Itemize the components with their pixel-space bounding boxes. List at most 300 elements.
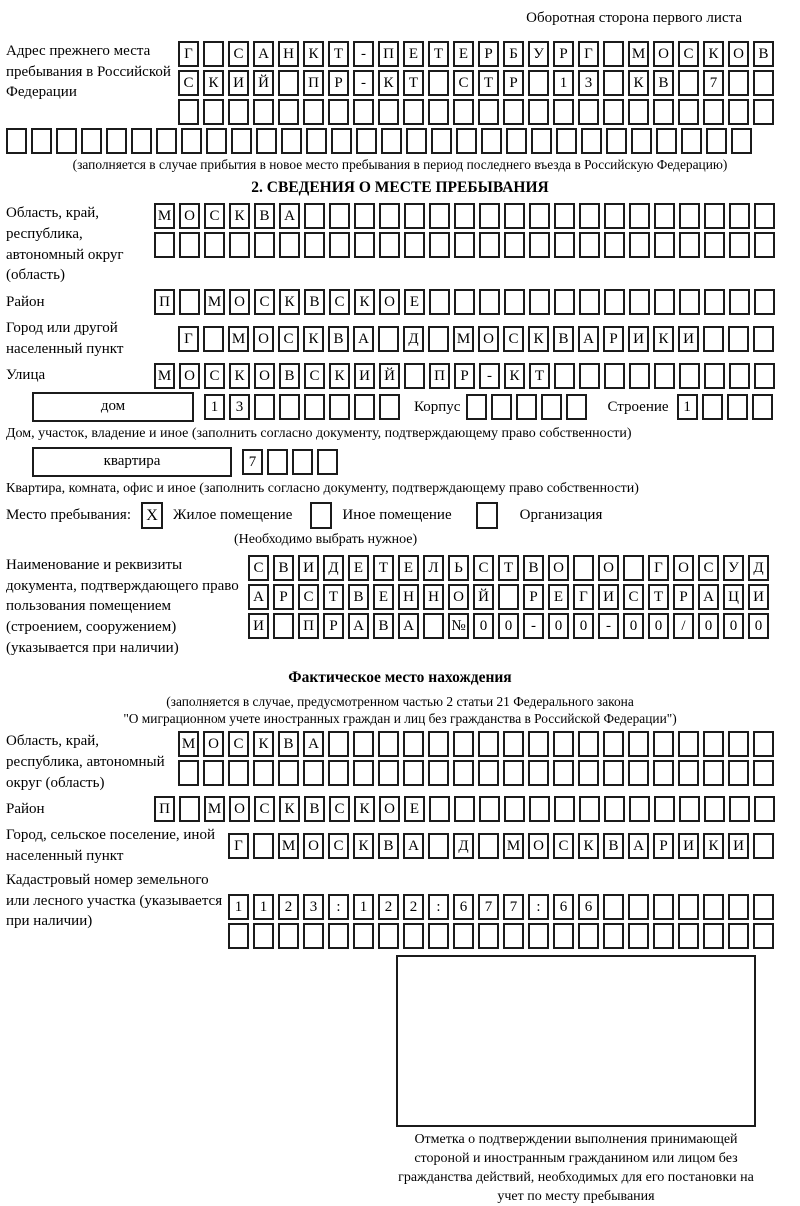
char-cell: 1 — [677, 394, 698, 420]
char-cell: Н — [278, 41, 299, 67]
char-cell — [204, 232, 225, 258]
char-cell — [403, 760, 424, 786]
char-cell: 6 — [453, 894, 474, 920]
char-cell — [203, 99, 224, 125]
char-cell: 1 — [228, 894, 249, 920]
char-cell — [678, 894, 699, 920]
cadastral-row-2 — [228, 923, 774, 949]
char-cell — [604, 363, 625, 389]
char-cell — [353, 731, 374, 757]
char-cell — [428, 326, 449, 352]
char-cell — [253, 923, 274, 949]
char-cell — [353, 99, 374, 125]
region-row-1 — [154, 203, 775, 229]
char-cell: К — [203, 70, 224, 96]
char-cell — [654, 796, 675, 822]
char-cell — [491, 394, 512, 420]
char-cell: 0 — [723, 613, 744, 639]
char-cell — [727, 394, 748, 420]
city-label: Город или другой населенный пункт — [6, 320, 124, 357]
char-cell: П — [303, 70, 324, 96]
char-cell: Е — [403, 41, 424, 67]
char-cell — [503, 760, 524, 786]
char-cell — [553, 731, 574, 757]
char-cell — [553, 99, 574, 125]
char-cell: В — [328, 326, 349, 352]
char-cell: С — [204, 363, 225, 389]
char-cell — [479, 232, 500, 258]
char-cell: Г — [178, 326, 199, 352]
char-cell — [623, 555, 644, 581]
char-cell: М — [628, 41, 649, 67]
char-cell — [403, 99, 424, 125]
char-cell — [678, 99, 699, 125]
char-cell: И — [228, 70, 249, 96]
char-cell — [679, 289, 700, 315]
char-cell — [503, 99, 524, 125]
char-cell: С — [329, 796, 350, 822]
char-cell — [529, 289, 550, 315]
char-cell: С — [698, 555, 719, 581]
char-cell — [504, 289, 525, 315]
char-cell: К — [354, 289, 375, 315]
char-cell — [106, 128, 127, 154]
char-cell — [317, 449, 338, 475]
char-cell — [404, 363, 425, 389]
char-cell: Й — [473, 584, 494, 610]
char-cell: А — [403, 833, 424, 859]
char-cell: О — [598, 555, 619, 581]
char-cell: : — [528, 894, 549, 920]
char-cell — [729, 203, 750, 229]
actual-district-row — [154, 796, 775, 822]
char-cell: А — [353, 326, 374, 352]
char-cell: О — [478, 326, 499, 352]
char-cell — [753, 326, 774, 352]
char-cell: В — [254, 203, 275, 229]
char-cell: М — [503, 833, 524, 859]
char-cell: О — [448, 584, 469, 610]
char-cell: О — [303, 833, 324, 859]
char-cell: К — [504, 363, 525, 389]
char-cell: А — [303, 731, 324, 757]
house-cells — [204, 394, 400, 420]
char-cell: Д — [453, 833, 474, 859]
char-cell: 0 — [573, 613, 594, 639]
char-cell: М — [453, 326, 474, 352]
actual-region-row-2 — [178, 760, 774, 786]
char-cell — [454, 203, 475, 229]
char-cell: - — [598, 613, 619, 639]
char-cell: Ц — [723, 584, 744, 610]
char-cell: 0 — [623, 613, 644, 639]
char-cell — [156, 128, 177, 154]
char-cell: О — [548, 555, 569, 581]
district-label: Район — [6, 293, 45, 310]
char-cell — [354, 232, 375, 258]
char-cell: Е — [348, 555, 369, 581]
char-cell: К — [653, 326, 674, 352]
char-cell — [329, 232, 350, 258]
char-cell — [428, 731, 449, 757]
actual-location-title: Фактическое место нахождения — [288, 668, 512, 686]
char-cell: С — [178, 70, 199, 96]
char-cell: Т — [328, 41, 349, 67]
char-cell: 0 — [548, 613, 569, 639]
stay-type-note: (Необходимо выбрать нужное) — [234, 531, 418, 547]
char-cell — [704, 363, 725, 389]
char-cell — [428, 99, 449, 125]
char-cell: К — [628, 70, 649, 96]
char-cell — [479, 289, 500, 315]
char-cell: М — [204, 796, 225, 822]
char-cell — [752, 394, 773, 420]
char-cell — [429, 796, 450, 822]
char-cell — [303, 99, 324, 125]
char-cell: М — [228, 326, 249, 352]
char-cell: Д — [748, 555, 769, 581]
char-cell — [481, 128, 502, 154]
char-cell: И — [728, 833, 749, 859]
char-cell — [304, 394, 325, 420]
house-block — [6, 392, 794, 422]
char-cell: С — [298, 584, 319, 610]
char-cell — [653, 760, 674, 786]
char-cell — [404, 203, 425, 229]
char-cell — [753, 833, 774, 859]
stay-type-option-other-label: Иное помещение — [342, 506, 452, 523]
char-cell — [453, 923, 474, 949]
char-cell: О — [528, 833, 549, 859]
korpus-cells — [466, 394, 587, 420]
char-cell: С — [278, 326, 299, 352]
char-cell: С — [204, 203, 225, 229]
char-cell: А — [628, 833, 649, 859]
char-cell — [329, 203, 350, 229]
char-cell — [754, 232, 775, 258]
char-cell — [429, 289, 450, 315]
char-cell — [654, 363, 675, 389]
char-cell: В — [304, 796, 325, 822]
char-cell: О — [673, 555, 694, 581]
korpus-label: Корпус — [414, 398, 461, 415]
char-cell — [654, 289, 675, 315]
cadastral-label: Кадастровый номер земельного или лесного участка (указывается при наличии) — [6, 871, 223, 930]
actual-region-row-1 — [178, 731, 774, 757]
char-cell — [628, 894, 649, 920]
char-cell: В — [304, 289, 325, 315]
char-cell — [278, 70, 299, 96]
char-cell — [466, 394, 487, 420]
char-cell — [506, 128, 527, 154]
char-cell: О — [653, 41, 674, 67]
char-cell — [656, 128, 677, 154]
char-cell — [254, 394, 275, 420]
char-cell — [728, 923, 749, 949]
char-cell: В — [348, 584, 369, 610]
char-cell — [354, 203, 375, 229]
char-cell — [578, 731, 599, 757]
char-cell: О — [229, 796, 250, 822]
char-cell — [704, 796, 725, 822]
char-cell: И — [678, 326, 699, 352]
char-cell: Р — [454, 363, 475, 389]
char-cell — [754, 363, 775, 389]
char-cell — [753, 70, 774, 96]
char-cell: Т — [529, 363, 550, 389]
document-block — [6, 555, 794, 658]
char-cell: У — [723, 555, 744, 581]
char-cell — [178, 760, 199, 786]
char-cell: М — [278, 833, 299, 859]
char-cell: К — [353, 833, 374, 859]
char-cell — [231, 128, 252, 154]
char-cell: 6 — [553, 894, 574, 920]
char-cell — [81, 128, 102, 154]
char-cell: 1 — [253, 894, 274, 920]
char-cell: Р — [328, 70, 349, 96]
char-cell: С — [254, 796, 275, 822]
char-cell: К — [279, 796, 300, 822]
char-cell — [456, 128, 477, 154]
apartment-label-box: квартира — [32, 447, 232, 477]
char-cell: С — [248, 555, 269, 581]
char-cell — [379, 232, 400, 258]
char-cell: К — [229, 203, 250, 229]
char-cell: А — [698, 584, 719, 610]
char-cell — [604, 203, 625, 229]
char-cell — [454, 232, 475, 258]
char-cell — [478, 833, 499, 859]
char-cell — [328, 731, 349, 757]
char-cell — [429, 203, 450, 229]
char-cell: К — [253, 731, 274, 757]
char-cell — [703, 731, 724, 757]
char-cell — [529, 796, 550, 822]
char-cell: Р — [523, 584, 544, 610]
char-cell — [353, 923, 374, 949]
char-cell — [378, 99, 399, 125]
char-cell — [753, 760, 774, 786]
house-label-box: дом — [32, 392, 194, 422]
char-cell — [678, 70, 699, 96]
char-cell: А — [279, 203, 300, 229]
char-cell: П — [298, 613, 319, 639]
char-cell — [403, 731, 424, 757]
char-cell: О — [379, 796, 400, 822]
city-row — [178, 326, 774, 352]
char-cell: М — [178, 731, 199, 757]
cadastral-row-1 — [228, 894, 774, 920]
actual-location-note-1: (заполняется в случае, предусмотренном частью 2 статьи 21 Федерального закона — [166, 693, 634, 709]
char-cell: А — [578, 326, 599, 352]
char-cell — [131, 128, 152, 154]
actual-region-label: Область, край, республика, автономный округ (область) — [6, 733, 165, 791]
apartment-caption: Квартира, комната, офис и иное (заполнить согласно документу, подтверждающему право собственности) — [6, 480, 639, 496]
char-cell: И — [354, 363, 375, 389]
char-cell — [704, 289, 725, 315]
district-block — [6, 289, 794, 315]
char-cell — [378, 923, 399, 949]
char-cell: - — [353, 70, 374, 96]
char-cell: 1 — [553, 70, 574, 96]
char-cell — [428, 833, 449, 859]
prev-address-full-row — [6, 128, 794, 154]
char-cell: В — [373, 613, 394, 639]
char-cell: Д — [403, 326, 424, 352]
char-cell — [381, 128, 402, 154]
char-cell — [6, 128, 27, 154]
char-cell — [604, 796, 625, 822]
char-cell — [653, 923, 674, 949]
char-cell — [406, 128, 427, 154]
char-cell — [628, 99, 649, 125]
char-cell — [179, 232, 200, 258]
char-cell — [279, 232, 300, 258]
char-cell: А — [248, 584, 269, 610]
stay-type-row — [6, 502, 794, 529]
char-cell — [31, 128, 52, 154]
char-cell — [554, 289, 575, 315]
char-cell: А — [398, 613, 419, 639]
char-cell — [629, 796, 650, 822]
char-cell: В — [273, 555, 294, 581]
char-cell — [278, 760, 299, 786]
char-cell: П — [429, 363, 450, 389]
char-cell — [203, 760, 224, 786]
char-cell: Р — [503, 70, 524, 96]
char-cell: К — [303, 41, 324, 67]
char-cell — [329, 394, 350, 420]
char-cell: К — [329, 363, 350, 389]
char-cell: Е — [404, 796, 425, 822]
char-cell: Л — [423, 555, 444, 581]
char-cell — [428, 70, 449, 96]
char-cell: С — [473, 555, 494, 581]
char-cell: 0 — [648, 613, 669, 639]
char-cell: Р — [603, 326, 624, 352]
char-cell — [356, 128, 377, 154]
char-cell — [653, 99, 674, 125]
prev-address-label: Адрес прежнего места пребывания в Российской Федерации — [6, 43, 171, 101]
char-cell — [478, 99, 499, 125]
char-cell — [504, 232, 525, 258]
char-cell — [253, 760, 274, 786]
char-cell — [256, 128, 277, 154]
char-cell — [566, 394, 587, 420]
char-cell: Ь — [448, 555, 469, 581]
char-cell — [516, 394, 537, 420]
char-cell: В — [279, 363, 300, 389]
char-cell — [654, 232, 675, 258]
char-cell: Р — [653, 833, 674, 859]
apartment-block — [6, 447, 794, 477]
char-cell: О — [728, 41, 749, 67]
char-cell — [754, 203, 775, 229]
prev-address-block — [6, 41, 794, 125]
char-cell — [378, 326, 399, 352]
prev-address-row-2 — [178, 70, 774, 96]
char-cell — [678, 923, 699, 949]
char-cell — [278, 923, 299, 949]
cadastral-block — [6, 870, 794, 949]
char-cell — [529, 203, 550, 229]
char-cell: О — [179, 203, 200, 229]
char-cell — [528, 760, 549, 786]
char-cell: К — [378, 70, 399, 96]
char-cell — [429, 232, 450, 258]
char-cell: Т — [323, 584, 344, 610]
char-cell — [653, 894, 674, 920]
char-cell: Г — [648, 555, 669, 581]
confirmation-mark-box — [396, 955, 756, 1127]
char-cell: / — [673, 613, 694, 639]
char-cell — [179, 796, 200, 822]
char-cell — [303, 760, 324, 786]
char-cell — [578, 99, 599, 125]
prev-address-caption: (заполняется в случае прибытия в новое место пребывания в период последнего въезда в Российскую Федерацию) — [72, 157, 728, 172]
actual-city-row — [228, 833, 774, 859]
char-cell — [428, 923, 449, 949]
char-cell: А — [348, 613, 369, 639]
stay-type-label: Место пребывания: — [6, 506, 131, 523]
char-cell: Е — [373, 584, 394, 610]
char-cell: О — [229, 289, 250, 315]
char-cell — [704, 232, 725, 258]
char-cell — [56, 128, 77, 154]
char-cell — [728, 894, 749, 920]
region-cells — [154, 203, 775, 258]
char-cell — [704, 203, 725, 229]
char-cell: Г — [573, 584, 594, 610]
prev-address-cells — [178, 41, 774, 125]
char-cell: 7 — [242, 449, 263, 475]
char-cell — [503, 731, 524, 757]
char-cell — [678, 731, 699, 757]
char-cell — [479, 203, 500, 229]
prev-address-row-3 — [178, 99, 774, 125]
char-cell — [581, 128, 602, 154]
char-cell — [203, 41, 224, 67]
char-cell: Н — [423, 584, 444, 610]
char-cell — [304, 203, 325, 229]
char-cell: Р — [673, 584, 694, 610]
char-cell — [206, 128, 227, 154]
char-cell: 0 — [698, 613, 719, 639]
char-cell: Т — [428, 41, 449, 67]
char-cell: И — [598, 584, 619, 610]
char-cell: Б — [503, 41, 524, 67]
char-cell — [478, 923, 499, 949]
char-cell — [556, 128, 577, 154]
char-cell — [679, 363, 700, 389]
char-cell: - — [353, 41, 374, 67]
char-cell: В — [278, 731, 299, 757]
stay-type-checkbox-organization — [476, 502, 498, 529]
apartment-cells — [242, 449, 338, 475]
char-cell — [729, 796, 750, 822]
char-cell — [303, 923, 324, 949]
char-cell: Г — [178, 41, 199, 67]
char-cell — [629, 363, 650, 389]
char-cell: С — [623, 584, 644, 610]
char-cell — [453, 99, 474, 125]
char-cell — [273, 613, 294, 639]
char-cell — [253, 833, 274, 859]
document-row-2 — [248, 584, 769, 610]
char-cell — [603, 731, 624, 757]
char-cell — [354, 394, 375, 420]
